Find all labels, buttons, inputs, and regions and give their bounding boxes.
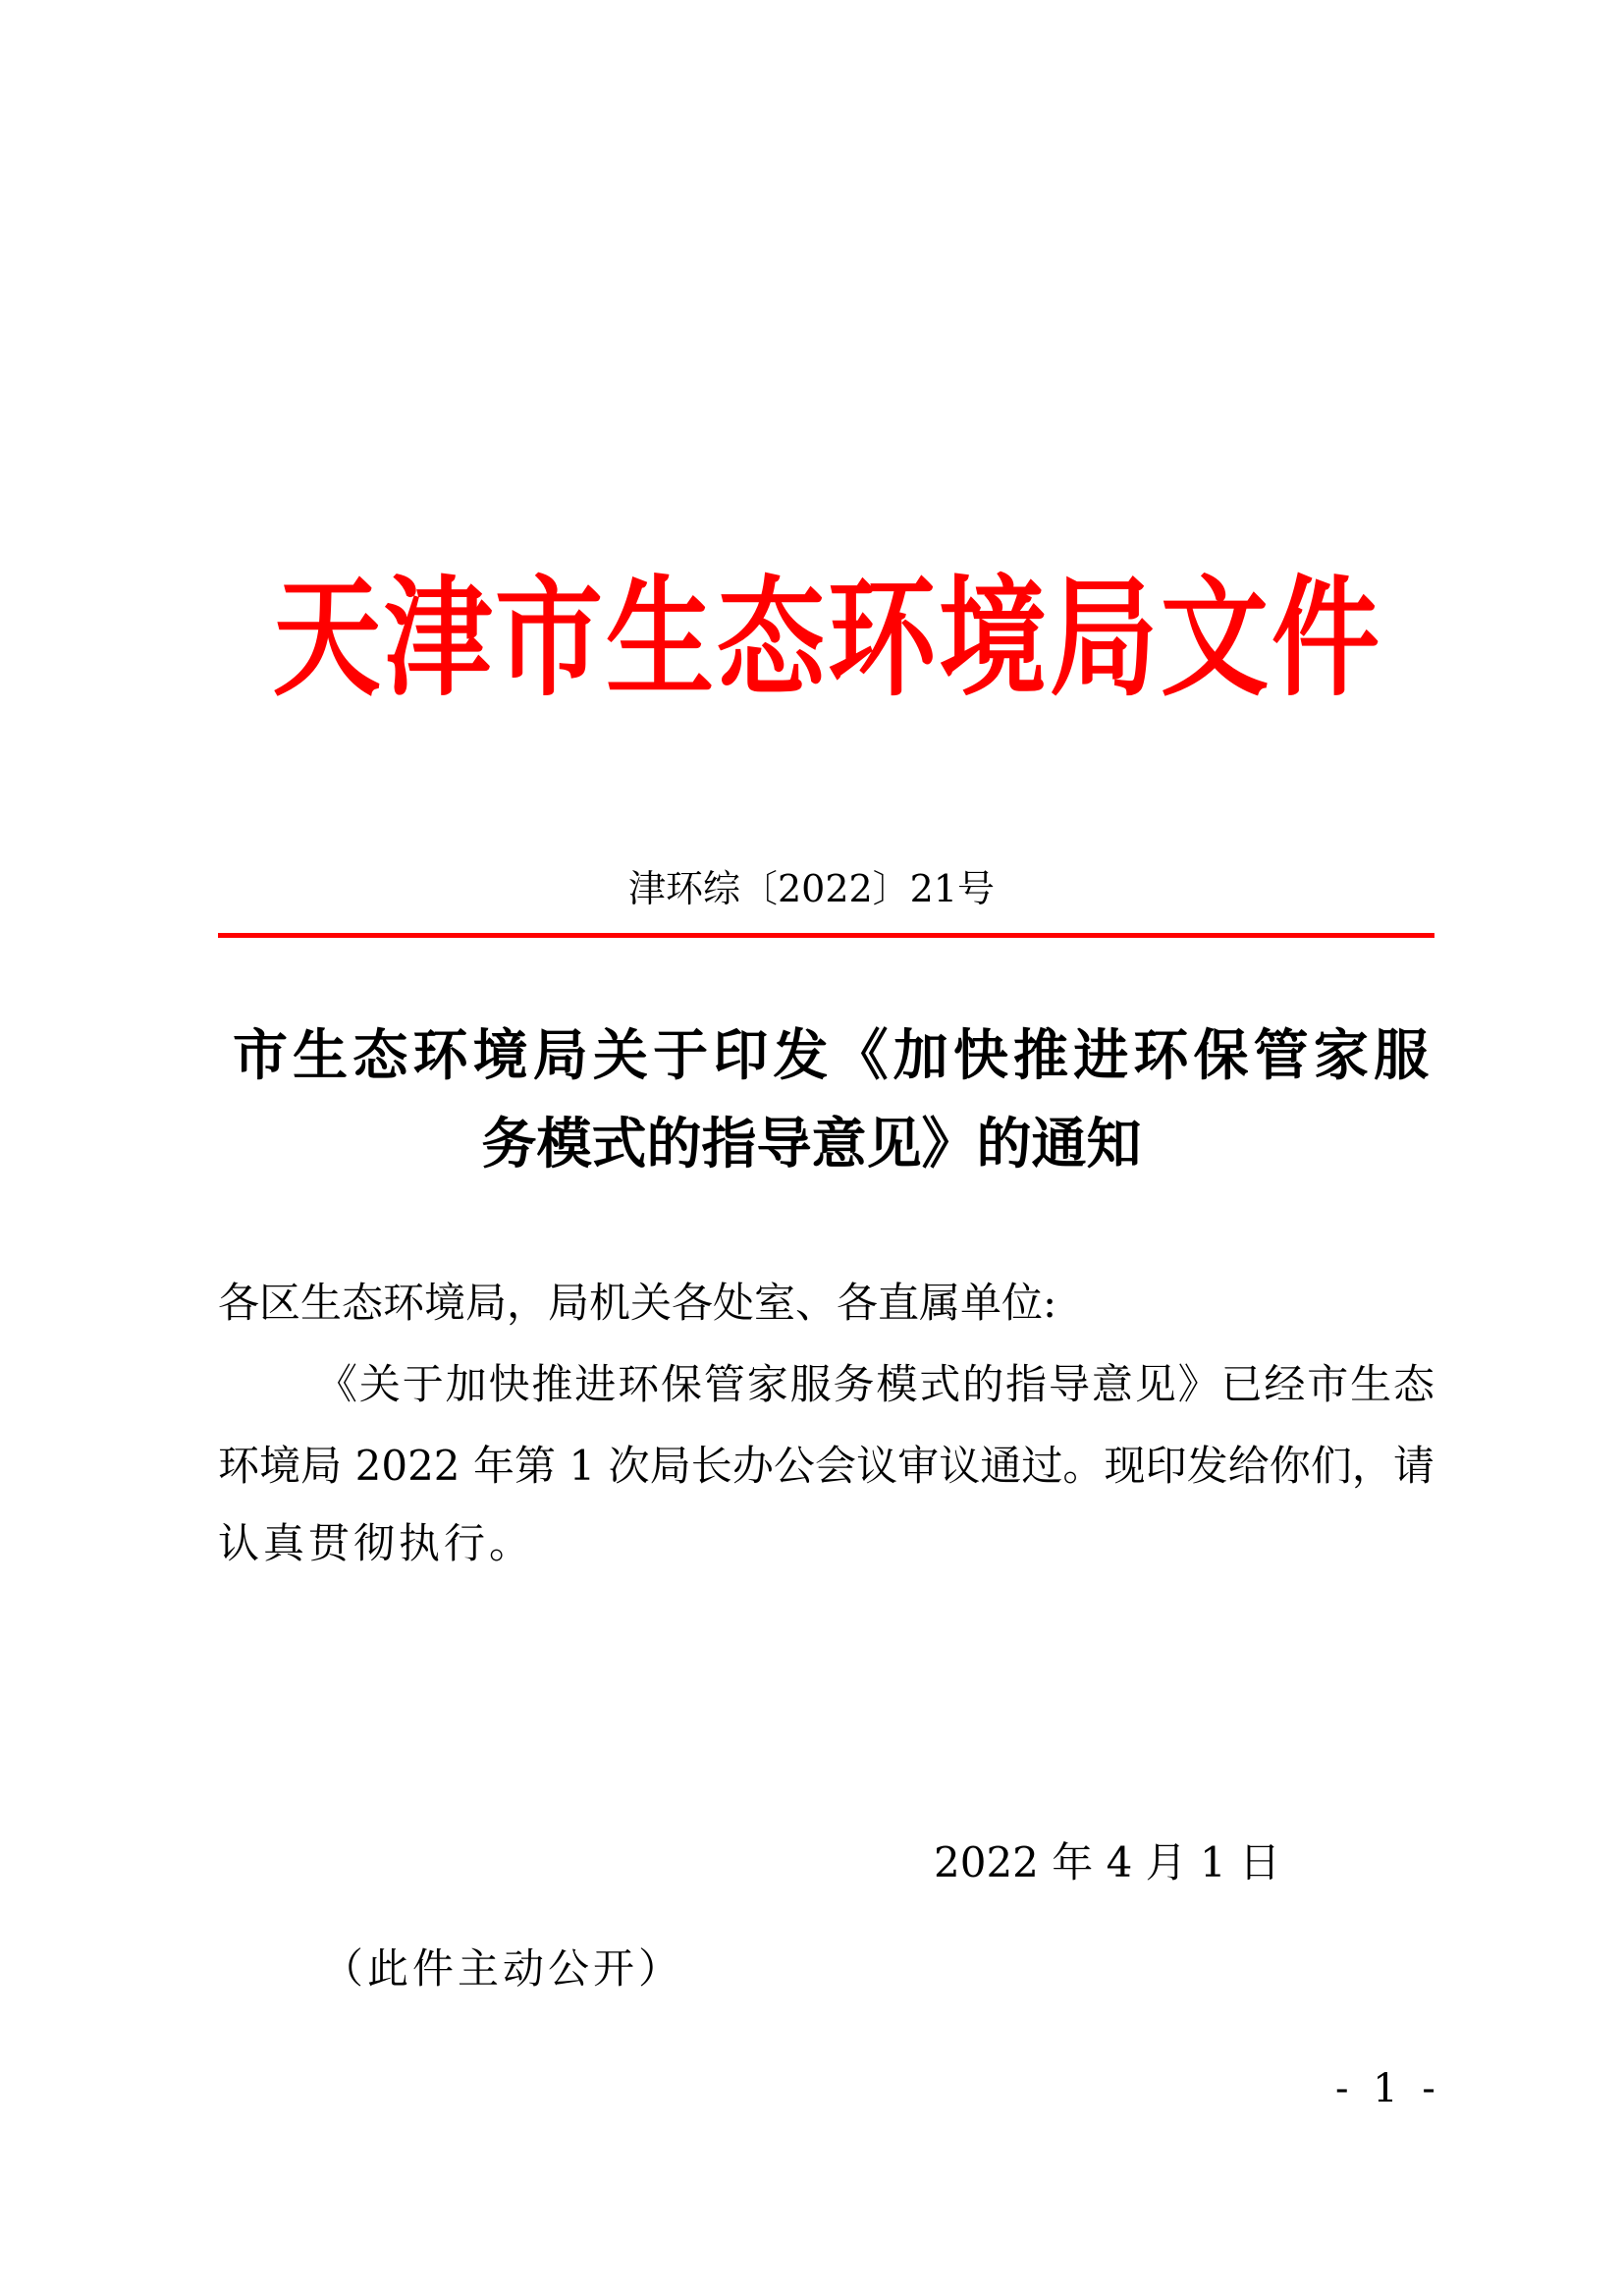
disclosure-note: （此件主动公开）	[322, 1944, 684, 1993]
issuing-authority-banner: 天津市生态环境局文件	[273, 562, 1380, 714]
red-divider-line	[218, 933, 1434, 938]
salutation: 各区生态环境局，局机关各处室、各直属单位:	[218, 1279, 1057, 1327]
document-number: 津环综〔2022〕21号	[627, 867, 996, 910]
body-line: 《关于加快推进环保管家服务模式的指导意见》已经市生态	[316, 1360, 1434, 1408]
issue-date: 2022 年 4 月 1 日	[934, 1838, 1281, 1886]
document-title-line-1: 市生态环境局关于印发《加快推进环保管家服	[233, 1023, 1429, 1088]
document-title-line-2: 务模式的指导意见》的通知	[481, 1112, 1142, 1176]
body-line: 环境局 2022 年第 1 次局长办公会议审议通过。现印发给你们，请	[218, 1442, 1434, 1490]
body-line: 认真贯彻执行。	[218, 1519, 535, 1567]
page-number: - 1 -	[1335, 2066, 1441, 2111]
